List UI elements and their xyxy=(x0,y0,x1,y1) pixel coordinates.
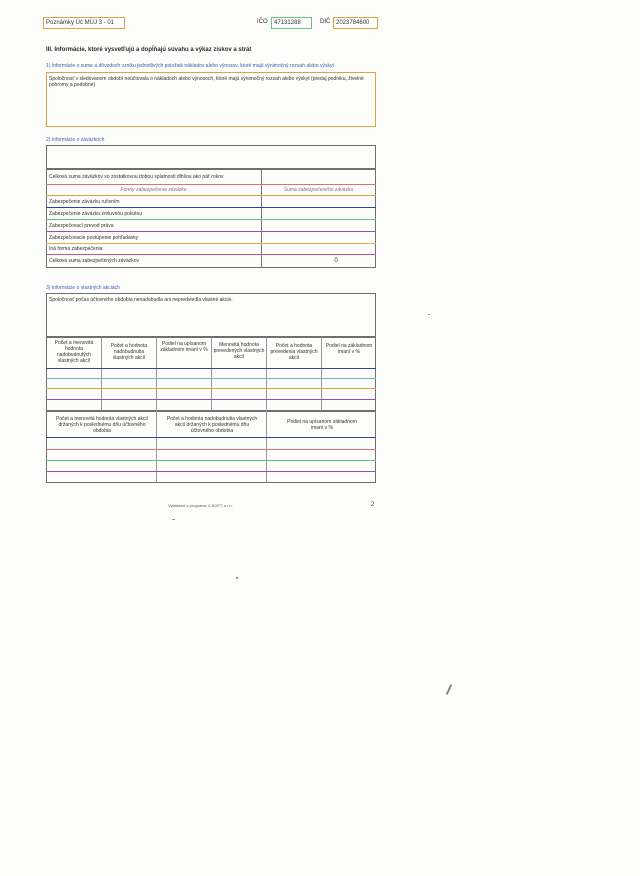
ico-value: 47131288 xyxy=(274,20,301,26)
page-number: 2 xyxy=(371,502,375,508)
liability-row-label: Zabezpečenie záväzku zmluvnou pokutou xyxy=(49,211,143,217)
held-col-header: Počet a menovitá hodnota vlastných akcií držaných k poslednému dňu účtovného obdobia xyxy=(56,416,148,434)
held-col-header: Podiel na upísanom základnom imaní v % xyxy=(287,419,357,431)
shares-col-header: Počet a menovitá hodnota nadobudnutých vlastných akcií xyxy=(54,340,94,364)
col-amount-header: Suma zabezpečeného záväzku xyxy=(283,187,354,193)
s1-text: Spoločnosť v sledovanom období neúčtovala o nákladoch alebo výnosoch, ktoré majú výnimočný rozsah alebo výskyt (predaj podniku, živelné pohromy a podobne) xyxy=(49,76,364,88)
s1-heading: 1) Informácie o sume a dôvodoch vzniku jednotlivých položiek nákladov alebo výnosov, ktoré majú výnimočný rozsah alebo výskyt xyxy=(46,63,334,69)
footer-note: Vytlačené v programe V-SOFT, s.r.o. xyxy=(168,503,233,508)
dic-field xyxy=(333,17,378,29)
col-forms-header: Formy zabezpečenia záväzku xyxy=(120,187,187,193)
section-title: III. Informácie, ktoré vysvetľujú a dopĺňajú súvahu a výkaz ziskov a strát xyxy=(46,47,252,53)
liability-row-label: Zabezpečovací prevod práva xyxy=(49,223,114,229)
s2-empty-box xyxy=(46,145,376,169)
liability-row-label: Celková suma zabezpečených záväzkov xyxy=(49,258,140,264)
liability-row-label: Zabezpečenie záväzku ručením xyxy=(49,199,120,205)
dic-label: DIČ xyxy=(320,19,331,25)
s3-text: Spoločnosť počas účtovného obdobia nenadobudla ani nepredviedla vlastné akcie. xyxy=(49,297,233,303)
liability-row-label: Iná forma zabezpečenia xyxy=(49,246,103,252)
ico-field xyxy=(271,17,312,29)
held-col-header: Počet a hodnota nadobudnutia vlastných akcií držaných k poslednému dňu účtovného obdobia xyxy=(166,416,258,434)
form-code-box xyxy=(43,17,125,29)
shares-col-header: Počet a hodnota prevedenia vlastných akcií xyxy=(270,343,318,361)
liability-row-label: Zabezpečovacie postúpenie pohľadávky xyxy=(49,235,139,241)
shares-col-header: Podiel na upísanom základnom imaní v % xyxy=(160,341,208,353)
scan-mark xyxy=(446,684,452,695)
s2-heading: 2) Informácie o záväzkoch xyxy=(46,137,105,143)
form-code: Poznámky Úč MÚJ 3 - 01 xyxy=(46,20,115,26)
total-liabilities-label: Celková suma záväzkov so zostatkovou dobou splatnosti dlhšou ako päť rokov xyxy=(49,174,224,180)
shares-col-header: Počet a hodnota nadobudnutia vlastných akcií xyxy=(110,343,148,361)
shares-col-header: Podiel na základnom imaní v % xyxy=(325,343,373,355)
dic-value: 2023784600 xyxy=(336,20,370,26)
ico-label: IČO xyxy=(257,19,268,25)
s3-heading: 3) Informácie o vlastných akciách xyxy=(46,285,120,291)
total-secured-value: 0 xyxy=(334,258,338,264)
shares-col-header: Menovitá hodnota prevedených vlastných akcií xyxy=(213,342,265,360)
